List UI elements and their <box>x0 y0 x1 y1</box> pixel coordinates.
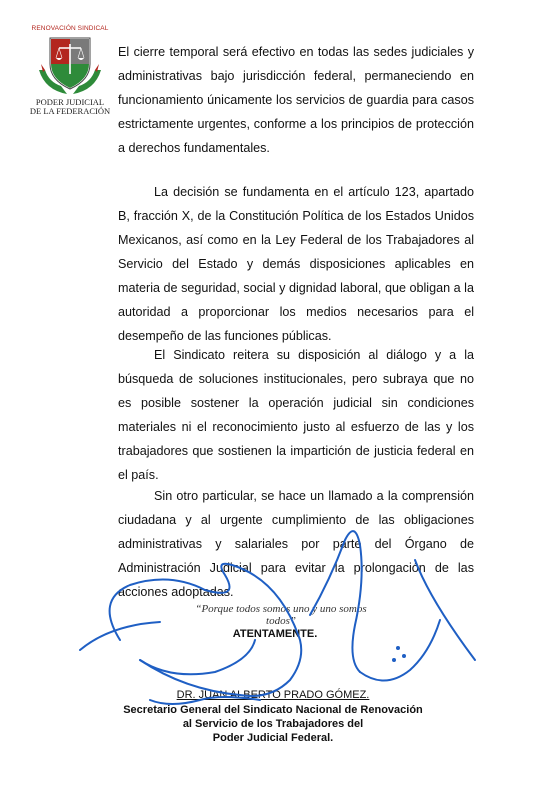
union-logo <box>25 25 115 121</box>
paragraph-call-to-action: Sin otro particular, se hace un llamado a la comprensión ciudadana y al urgente cumplimiento de las obligaciones administrativas y salariales por parte del Órgano de Administración Judicial para evitar la prolongación de las acciones adoptadas. <box>118 489 474 599</box>
closing-greeting: ATENTAMENTE. <box>232 628 318 640</box>
signatory-name: DR. JUAN ALBERTO PRADO GÓMEZ. <box>176 689 370 701</box>
signatory-title <box>120 703 426 745</box>
logo-top-text: RENOVACIÓN SINDICAL <box>31 25 109 32</box>
union-emblem-icon <box>37 34 103 96</box>
logo-bottom-line-1: PODER JUDICIAL <box>35 97 105 107</box>
paragraph-dialogue: El Sindicato reitera su disposición al diálogo y a la búsqueda de soluciones institucionales, pero subraya que no es posible sostener la operación judicial sin condiciones materiales ni el reconocimiento justo al esfuerzo de las y los trabajadores que sostienen la impartición de justicia federal en el país. <box>118 348 474 482</box>
signatory-title-line-2: al Servicio de los Trabajadores del <box>182 718 364 730</box>
paragraph-legal-basis: La decisión se fundamenta en el artículo 123, apartado B, fracción X, de la Constitución Política de los Estados Unidos Mexicanos, así como en la Ley Federal de los Trabajadores al Servicio del Estado y demás disposiciones aplicables en materia de seguridad, social y dignidad laboral, que obligan a la autoridad a proporcionar los medios necesarios para el desempeño de las funciones públicas. <box>118 185 474 343</box>
paragraph-closure: El cierre temporal será efectivo en todas las sedes judiciales y administrativas bajo jurisdicción federal, permaneciendo en funcionamiento únicamente los servicios de guardia para casos estrictamente urgentes, conforme a los principios de protección a derechos fundamentales. <box>118 45 474 155</box>
logo-bottom-text <box>25 98 115 116</box>
signatory-title-line-3: Poder Judicial Federal. <box>212 732 334 744</box>
union-motto: “Porque todos somos uno y uno somos todos” <box>195 603 367 627</box>
logo-bottom-line-2: DE LA FEDERACIÓN <box>29 106 111 116</box>
signatory-title-line-1: Secretario General del Sindicato Nacional de Renovación <box>123 704 423 716</box>
